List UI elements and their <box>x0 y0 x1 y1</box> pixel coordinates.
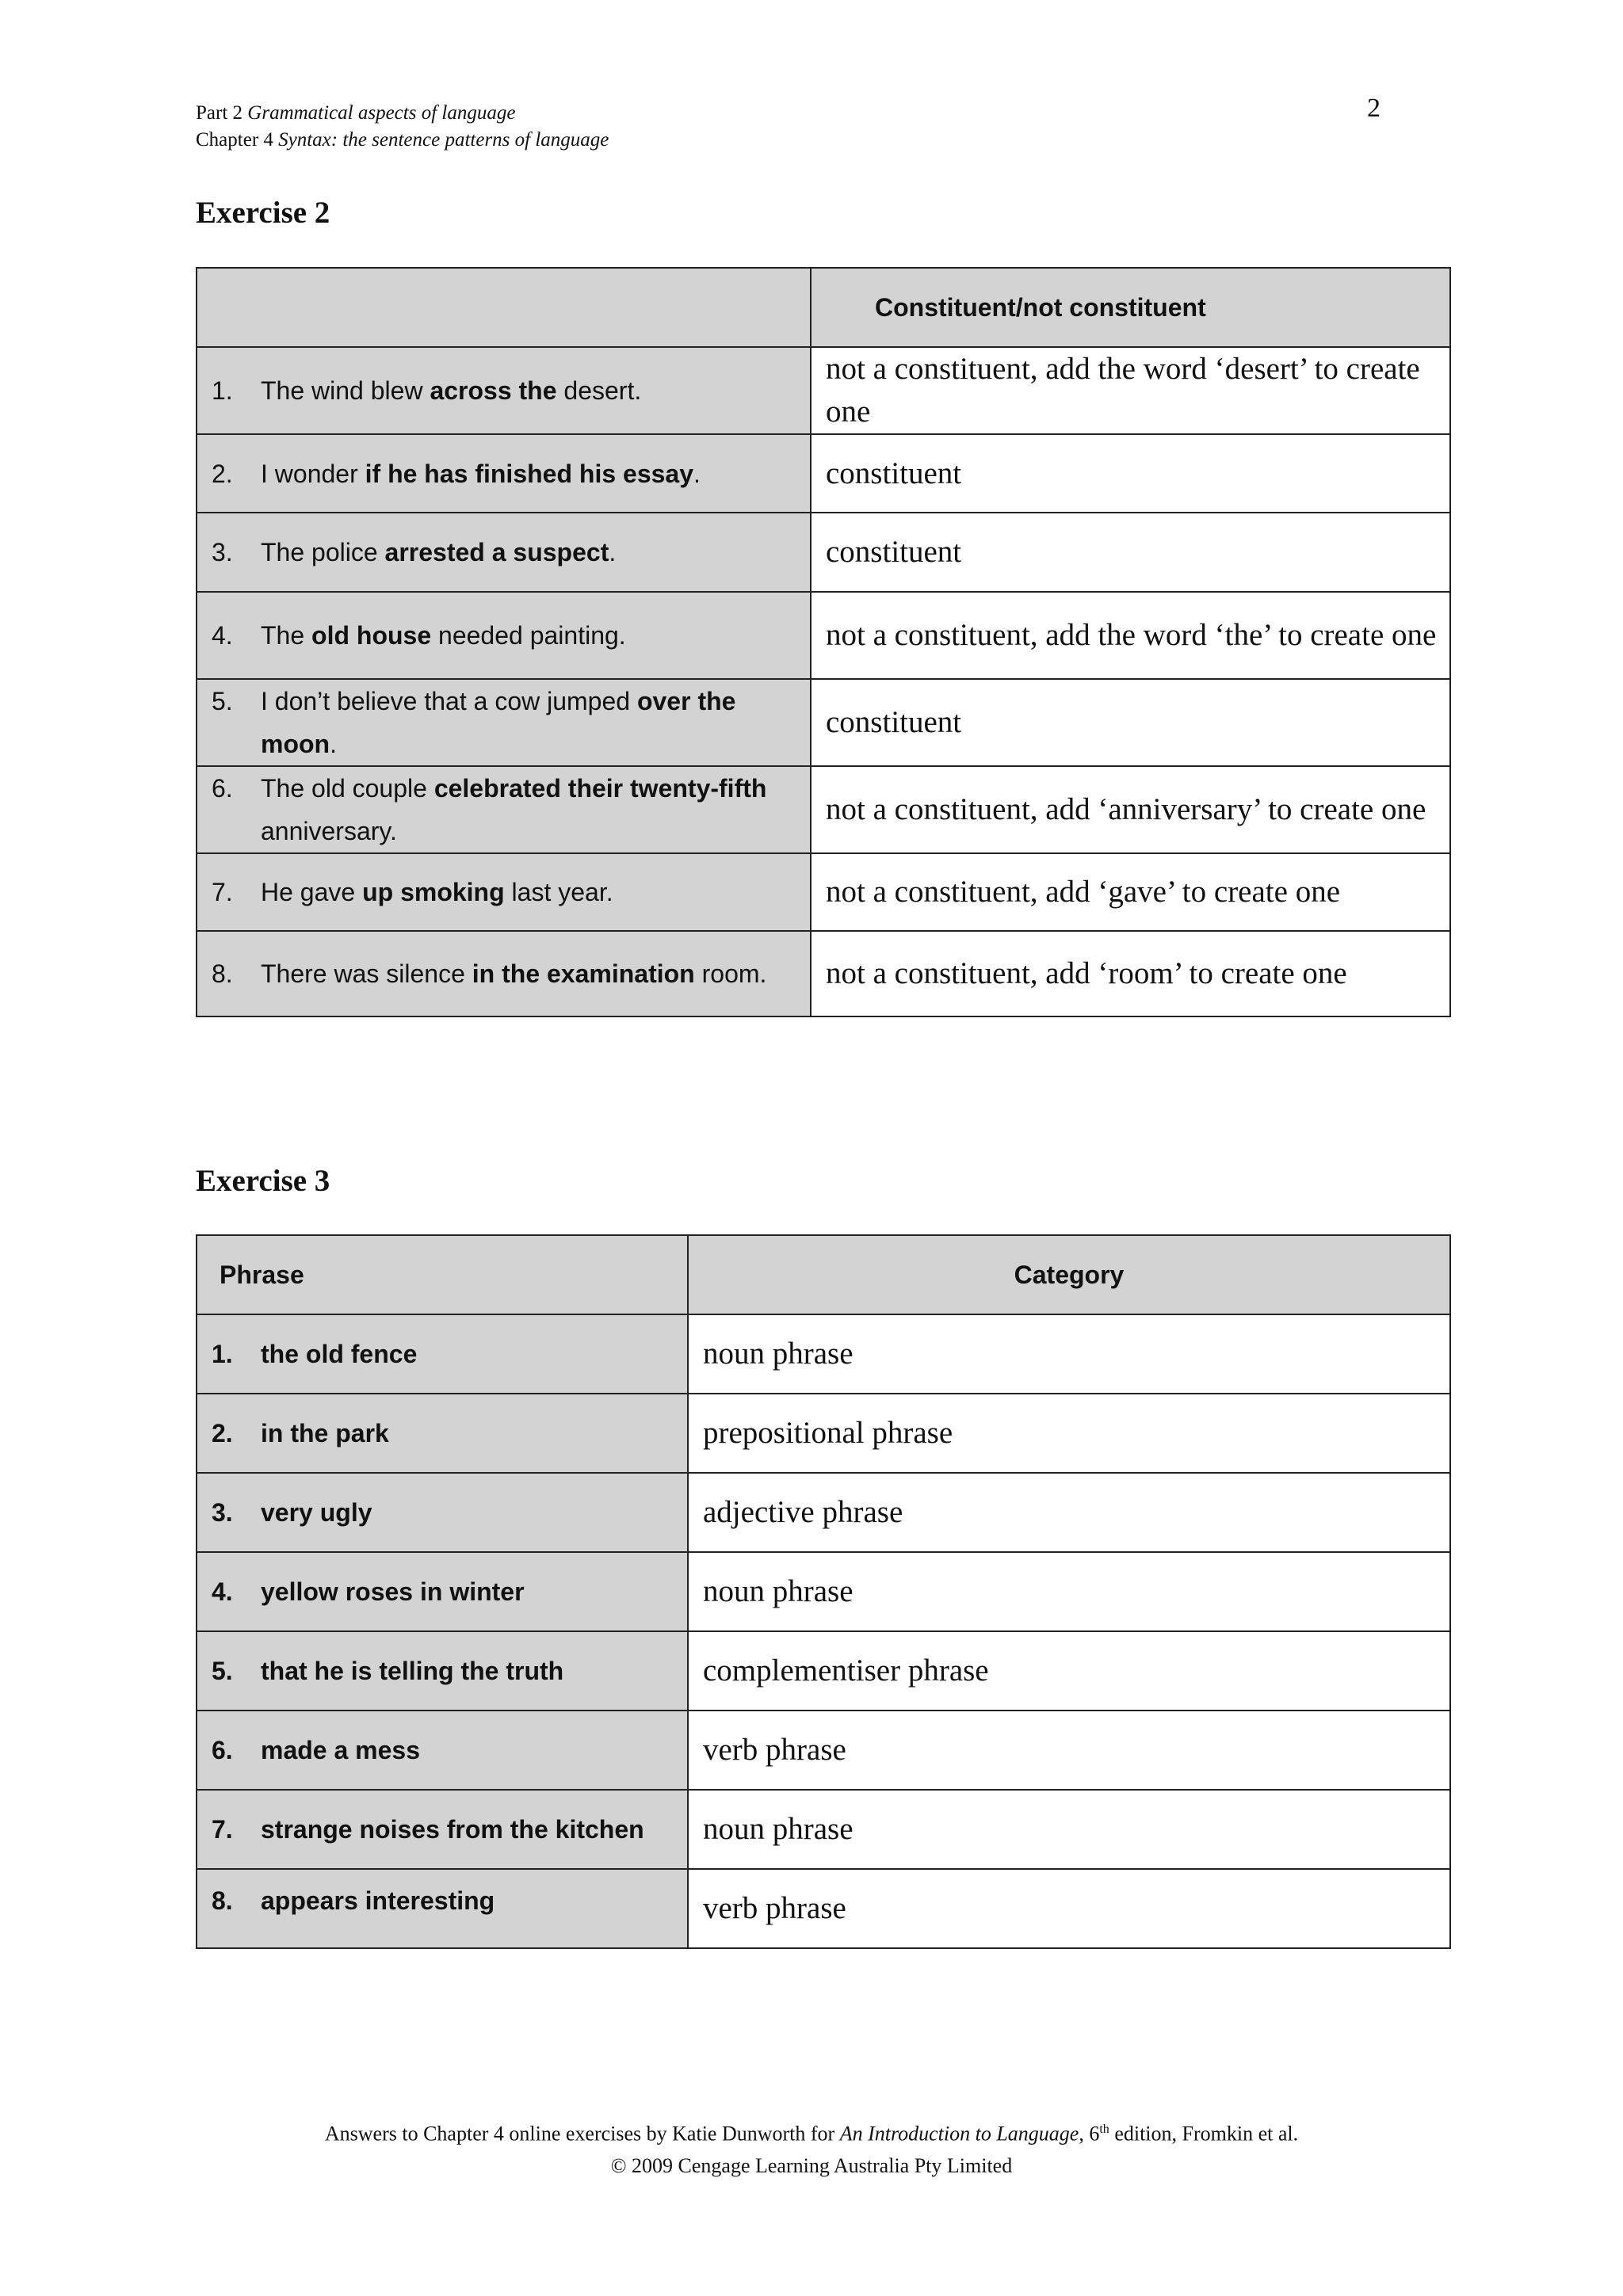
category-cell: noun phrase <box>688 1552 1450 1631</box>
table-row <box>197 1711 1450 1790</box>
exercise-3-table <box>196 1234 1451 1949</box>
sentence-cell: 8. There was silence in the examination room. <box>197 931 811 1016</box>
answer-cell: constituent <box>811 679 1450 766</box>
header-chapter-title: Syntax: the sentence patterns of language <box>278 129 609 151</box>
sentence-cell: 1. The wind blew across the desert. <box>197 347 811 434</box>
table-row <box>197 1314 1450 1394</box>
header-chapter-line: Chapter 4 Syntax: the sentence patterns of language <box>196 129 609 151</box>
table-row <box>197 434 1450 513</box>
table-row <box>197 592 1450 679</box>
phrase-cell: 8. appears interesting <box>197 1869 688 1948</box>
phrase-cell: 2. in the park <box>197 1394 688 1473</box>
table-row <box>197 1631 1450 1711</box>
category-cell: noun phrase <box>688 1314 1450 1394</box>
table-row <box>197 931 1450 1016</box>
answer-cell: not a constituent, add ‘room’ to create one <box>811 931 1450 1016</box>
exercise-2-header-empty <box>197 268 811 347</box>
table-row <box>197 1552 1450 1631</box>
phrase-cell: 7. strange noises from the kitchen <box>197 1790 688 1869</box>
sentence-cell: 3. The police arrested a suspect. <box>197 513 811 592</box>
answer-cell: not a constituent, add the word ‘desert’ to create one <box>811 347 1450 434</box>
table-row <box>197 1790 1450 1869</box>
category-column-header: Category <box>688 1235 1450 1314</box>
sentence-cell: 2. I wonder if he has finished his essay. <box>197 434 811 513</box>
footer-attribution: Answers to Chapter 4 online exercises by Katie Dunworth for An Introduction to Language, 6th edition, Fromkin et al. <box>324 2122 1299 2145</box>
header-part-line: Part 2 Grammatical aspects of language <box>196 102 516 124</box>
category-cell: noun phrase <box>688 1790 1450 1869</box>
exercise-2-column-header: Constituent/not constituent <box>811 268 1450 347</box>
page-footer <box>0 2114 1623 2182</box>
answer-cell: not a constituent, add ‘gave’ to create one <box>811 853 1450 931</box>
exercise-2-table <box>196 267 1451 1017</box>
table-row <box>197 679 1450 766</box>
table-row <box>197 766 1450 853</box>
footer-copyright: © 2009 Cengage Learning Australia Pty Limited <box>610 2153 1013 2177</box>
sentence-cell: 5. I don’t believe that a cow jumped over the moon. <box>197 679 811 766</box>
table-row <box>197 513 1450 592</box>
category-cell: verb phrase <box>688 1869 1450 1948</box>
page-number: 2 <box>1367 93 1381 123</box>
phrase-column-header: Phrase <box>197 1235 688 1314</box>
header-part-title: Grammatical aspects of language <box>247 102 516 124</box>
category-cell: complementiser phrase <box>688 1631 1450 1711</box>
answer-cell: not a constituent, add ‘anniversary’ to create one <box>811 766 1450 853</box>
exercise-3-header-row <box>197 1235 1450 1314</box>
phrase-cell: 4. yellow roses in winter <box>197 1552 688 1631</box>
category-cell: adjective phrase <box>688 1473 1450 1552</box>
answer-cell: constituent <box>811 434 1450 513</box>
phrase-cell: 6. made a mess <box>197 1711 688 1790</box>
footer-book-title: An Introduction to Language <box>839 2122 1079 2145</box>
answer-cell: constituent <box>811 513 1450 592</box>
sentence-cell: 4. The old house needed painting. <box>197 592 811 679</box>
answer-cell: not a constituent, add the word ‘the’ to create one <box>811 592 1450 679</box>
table-row <box>197 853 1450 931</box>
phrase-cell: 3. very ugly <box>197 1473 688 1552</box>
exercise-3-title: Exercise 3 <box>196 1164 330 1198</box>
phrase-cell: 5. that he is telling the truth <box>197 1631 688 1711</box>
phrase-cell: 1. the old fence <box>197 1314 688 1394</box>
category-cell: prepositional phrase <box>688 1394 1450 1473</box>
table-row <box>197 1869 1450 1948</box>
category-cell: verb phrase <box>688 1711 1450 1790</box>
sentence-cell: 7. He gave up smoking last year. <box>197 853 811 931</box>
table-row <box>197 1473 1450 1552</box>
table-row <box>197 1394 1450 1473</box>
table-row <box>197 347 1450 434</box>
running-header <box>196 100 609 154</box>
exercise-2-header-row <box>197 268 1450 347</box>
exercise-2-title: Exercise 2 <box>196 196 330 230</box>
sentence-cell: 6. The old couple celebrated their twenty-fifth anniversary. <box>197 766 811 853</box>
